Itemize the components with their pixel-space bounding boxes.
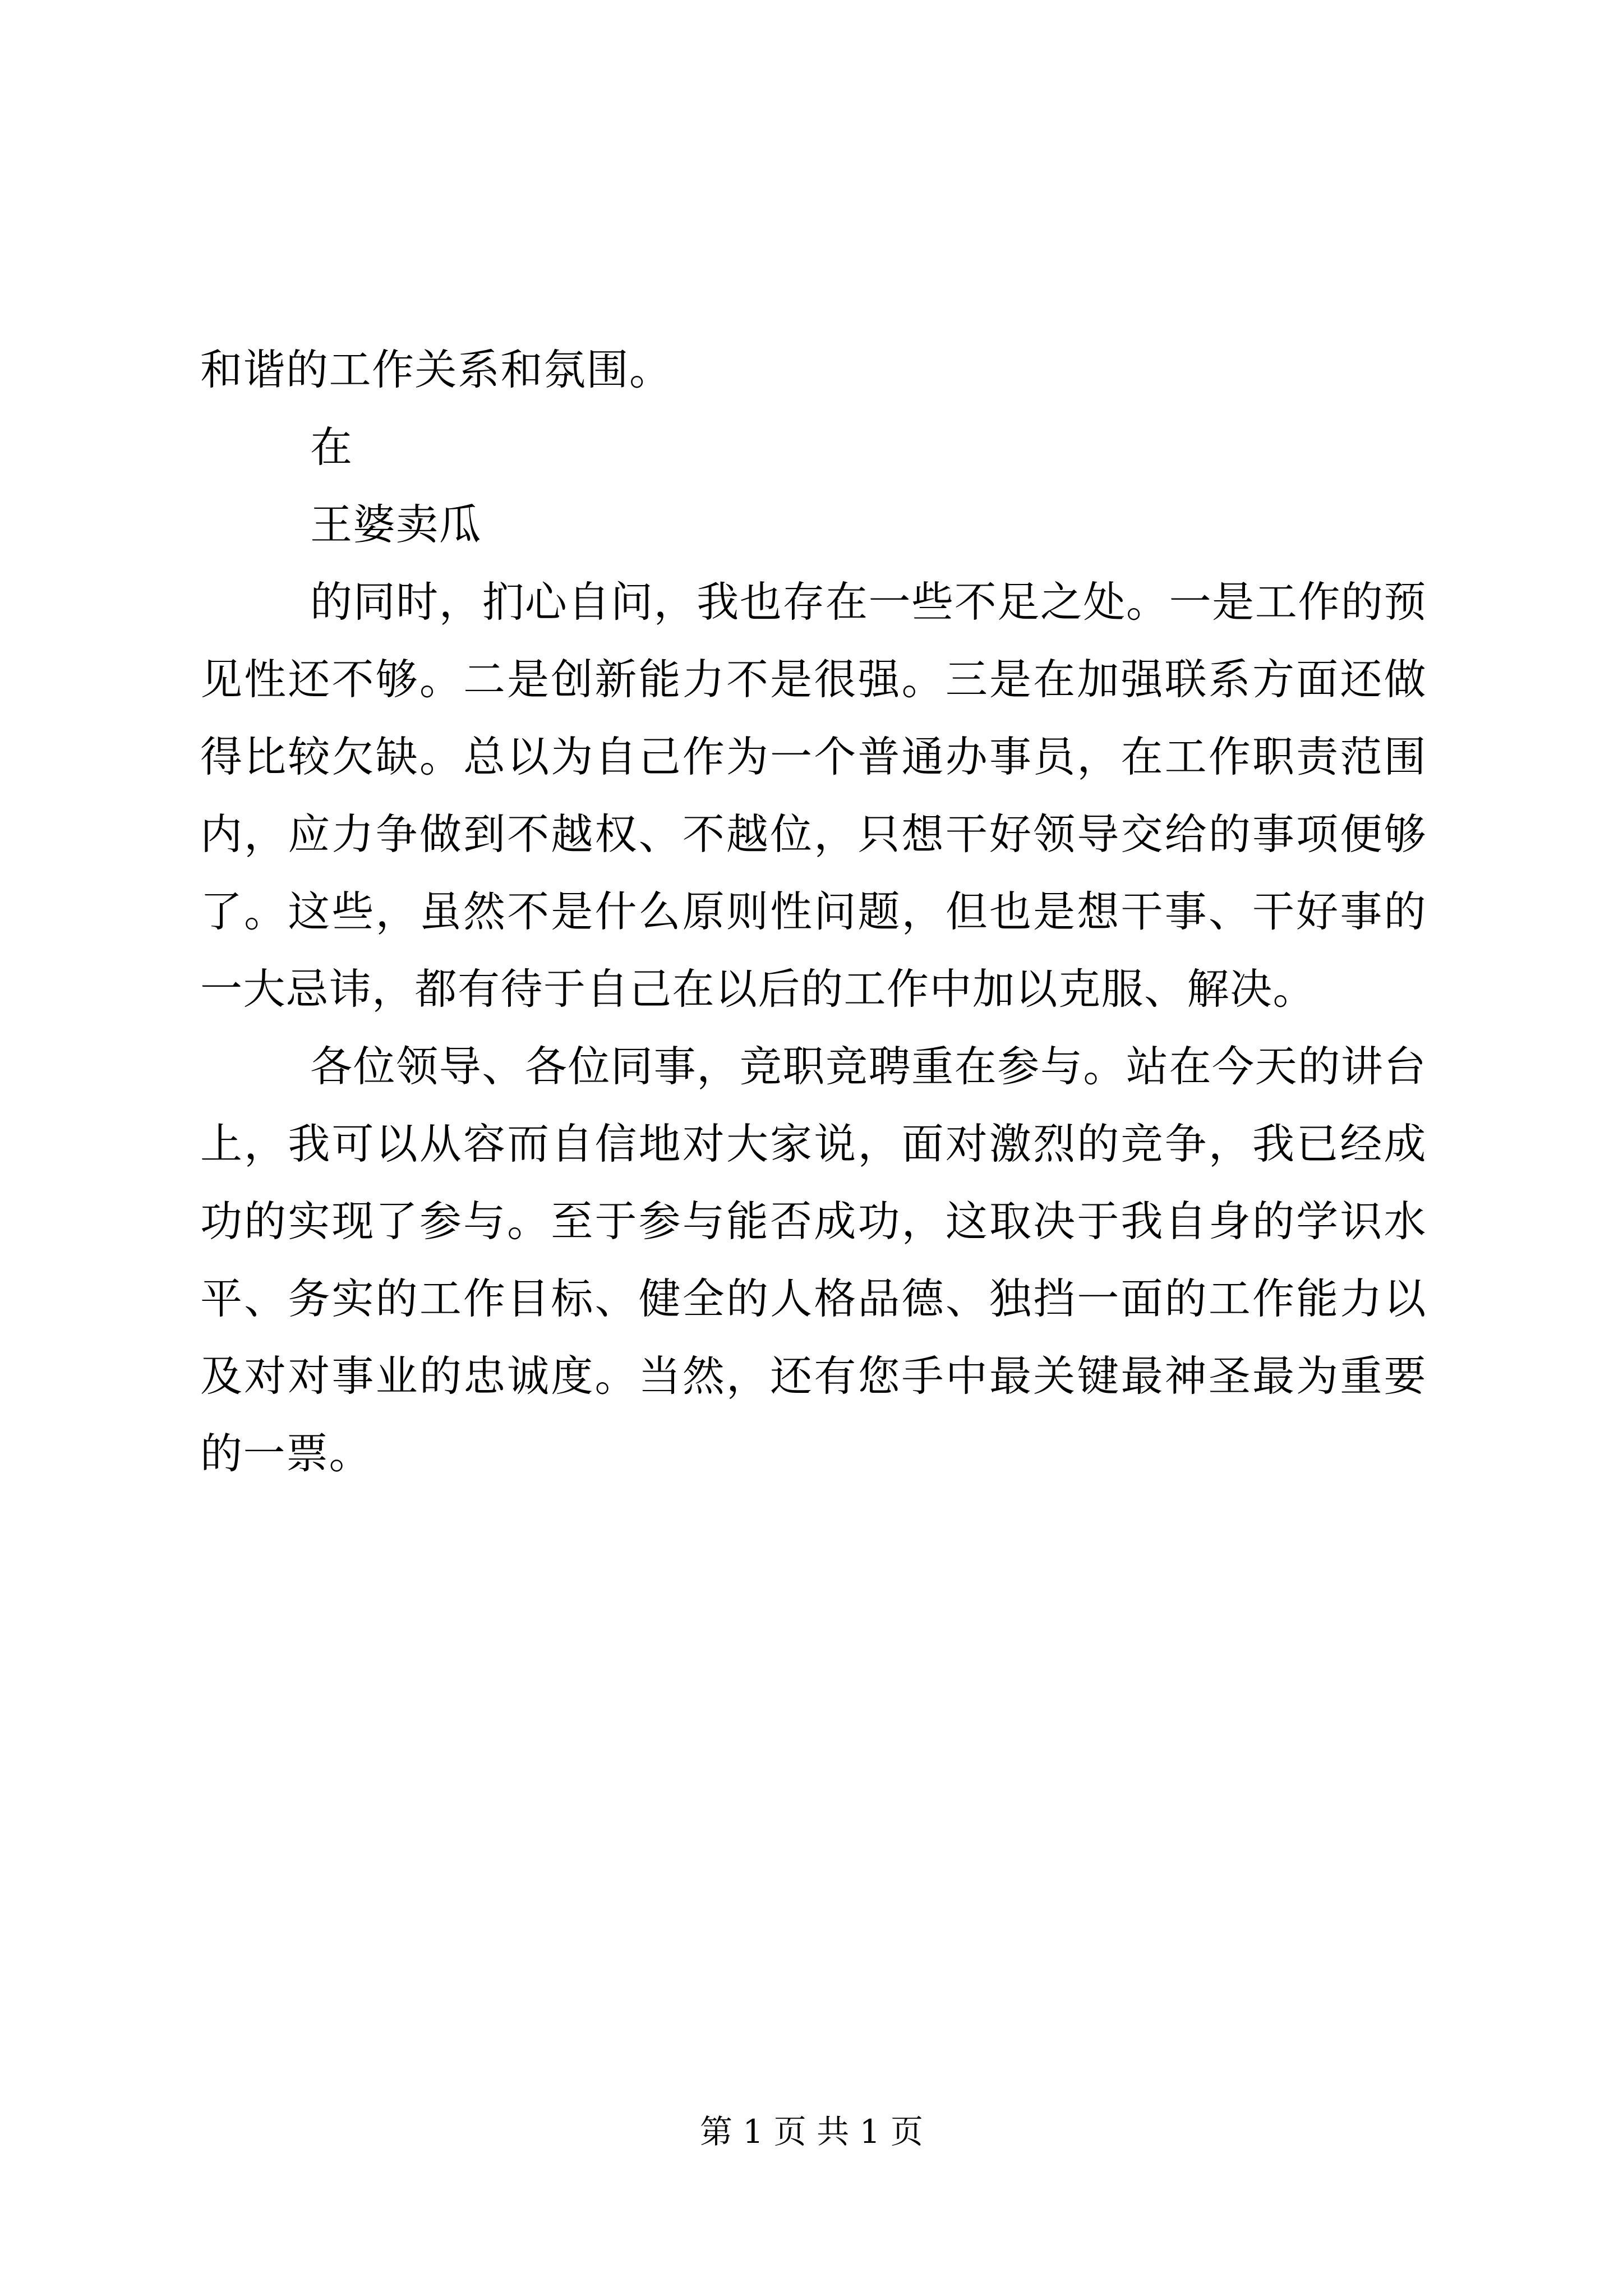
paragraph-line: 平、务实的工作目标、健全的人格品德、独挡一面的工作能力以 bbox=[200, 1274, 1427, 1323]
paragraph-line: 和谐的工作关系和氛围。 bbox=[200, 345, 672, 394]
paragraph-line: 在 bbox=[310, 422, 353, 472]
paragraph-line: 上，我可以从容而自信地对大家说，面对激烈的竞争，我已经成 bbox=[200, 1119, 1427, 1168]
paragraph-line: 见性还不够。二是创新能力不是很强。三是在加强联系方面还做 bbox=[200, 655, 1427, 704]
document-body bbox=[200, 331, 1427, 1492]
paragraph-line: 了。这些，虽然不是什么原则性问题，但也是想干事、干好事的 bbox=[200, 887, 1427, 936]
paragraph-line: 王婆卖瓜 bbox=[310, 500, 482, 549]
paragraph-line: 功的实现了参与。至于参与能否成功，这取决于我自身的学识水 bbox=[200, 1197, 1427, 1246]
paragraph-line: 一大忌讳，都有待于自己在以后的工作中加以克服、解决。 bbox=[200, 964, 1316, 1014]
paragraph-line: 各位领导、各位同事，竞职竞聘重在参与。站在今天的讲台 bbox=[310, 1042, 1427, 1091]
page-number-footer: 第 1 页 共 1 页 bbox=[700, 2113, 923, 2151]
paragraph-line: 的一票。 bbox=[200, 1429, 372, 1478]
paragraph-line: 的同时，扪心自问，我也存在一些不足之处。一是工作的预 bbox=[310, 577, 1427, 627]
paragraph-line: 得比较欠缺。总以为自己作为一个普通办事员，在工作职责范围 bbox=[200, 732, 1427, 781]
paragraph-line: 内，应力争做到不越权、不越位，只想干好领导交给的事项便够 bbox=[200, 809, 1427, 859]
paragraph-line: 及对对事业的忠诚度。当然，还有您手中最关键最神圣最为重要 bbox=[200, 1351, 1427, 1401]
